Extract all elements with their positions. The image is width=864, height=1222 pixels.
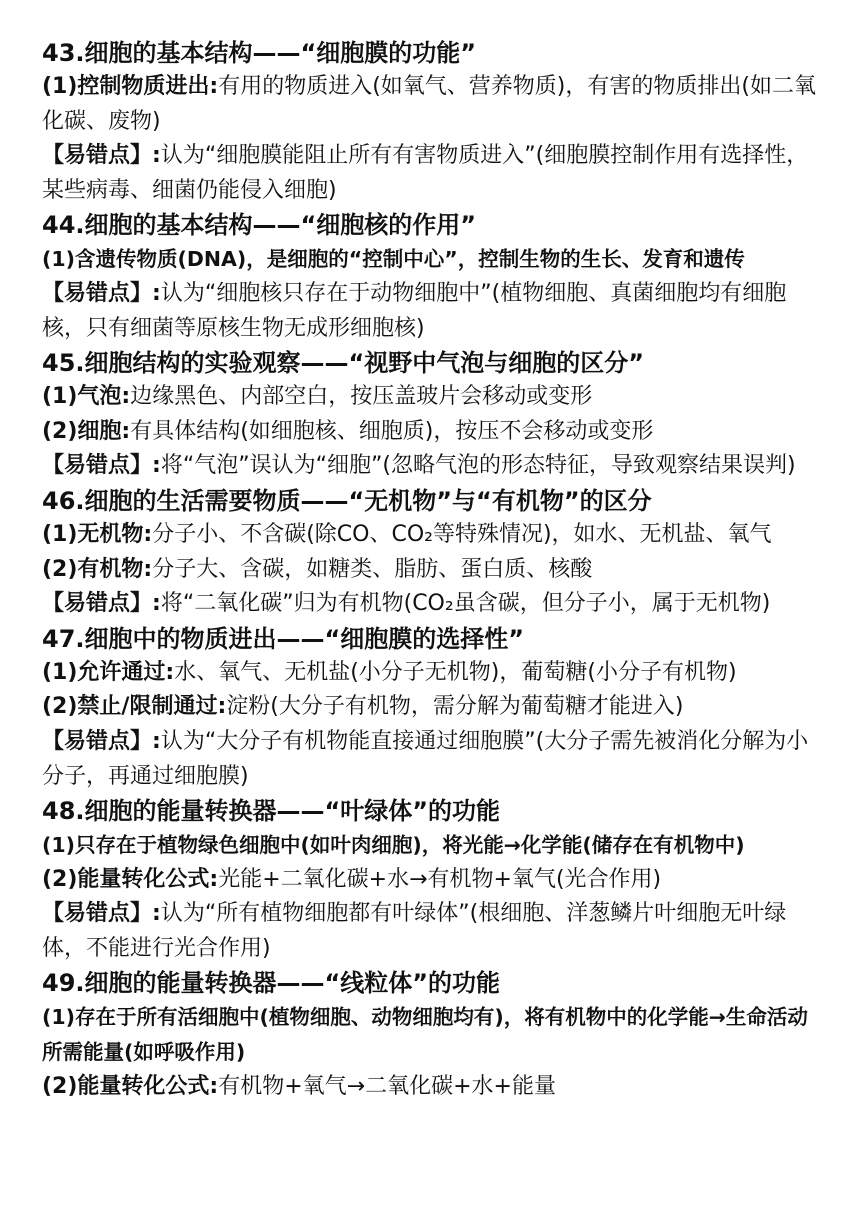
section-45 [42,346,824,484]
item-text: 分子大、含碳，如糖类、脂肪、蛋白质、核酸 [152,556,593,582]
item-text: 有用的物质进入(如氧气、营养物质)，有害的物质排出(如二氧化碳、废物) [42,74,816,134]
section-43 [42,36,824,208]
section-49 [42,966,824,1104]
content-line [42,1070,824,1105]
error-point-line [42,725,824,794]
content-line [42,518,824,553]
item-text: 将“二氧化碳”归为有机物(CO₂虽含碳，但分子小，属于无机物) [160,591,771,617]
content-line [42,242,824,277]
content-line [42,70,824,139]
error-point-line [42,277,824,346]
item-label: 【易错点】: [42,453,161,479]
item-text: 水、氧气、无机盐(小分子无机物)，葡萄糖(小分子有机物) [174,659,737,685]
item-label: (1)只存在于植物绿色细胞中(如叶肉细胞)，将光能→化学能(储存在有机物中) [42,833,745,858]
content-line [42,656,824,691]
section-title: 49.细胞的能量转换器——“线粒体”的功能 [42,969,501,998]
item-text: 有机物+氧气→二氧化碳+水+能量 [218,1073,556,1099]
item-label: (2)有机物: [42,556,153,582]
item-label: 【易错点】: [42,728,161,754]
item-label: (1)含遗传物质(DNA)，是细胞的“控制中心”，控制生物的生长、发育和遗传 [42,247,745,272]
item-label: (1)允许通过: [42,659,175,685]
content-line [42,828,824,863]
item-text: 认为“大分子有机物能直接通过细胞膜”(大分子需先被消化分解为小分子，再通过细胞膜) [42,728,809,789]
item-label: (1)控制物质进出: [42,74,219,99]
item-text: 认为“细胞膜能阻止所有有害物质进入”(细胞膜控制作用有选择性，某些病毒、细菌仍能侵入细胞) [42,143,809,203]
item-label: 【易错点】: [42,280,161,306]
item-label: (2)细胞: [42,418,131,444]
section-title: 43.细胞的基本结构——“细胞膜的功能” [42,39,477,67]
item-text: 淀粉(大分子有机物，需分解为葡萄糖才能进入) [226,694,684,720]
item-label: (1)气泡: [42,384,131,410]
error-point-line [42,587,824,622]
section-title: 47.细胞中的物质进出——“细胞膜的选择性” [42,624,525,653]
document-body [42,36,824,1104]
item-text: 光能+二氧化碳+水→有机物+氧气(光合作用) [218,866,662,892]
section-title: 48.细胞的能量转换器——“叶绿体”的功能 [42,797,501,826]
content-line [42,863,824,898]
item-label: (1)存在于所有活细胞中(植物细胞、动物细胞均有)，将有机物中的化学能→生命活动所需能量(如呼吸作用) [42,1005,808,1065]
item-text: 有具体结构(如细胞核、细胞质)，按压不会移动或变形 [130,418,654,444]
item-label: (2)能量转化公式: [42,1073,219,1099]
section-title: 45.细胞结构的实验观察——“视野中气泡与细胞的区分” [42,349,645,378]
item-text: 认为“所有植物细胞都有叶绿体”(根细胞、洋葱鳞片叶细胞无叶绿体，不能进行光合作用) [42,901,787,961]
content-line [42,380,824,415]
item-text: 将“气泡”误认为“细胞”(忽略气泡的形态特征，导致观察结果误判) [160,453,796,479]
content-line [42,553,824,588]
section-title: 44.细胞的基本结构——“细胞核的作用” [42,211,477,240]
section-47 [42,622,824,794]
content-line [42,1000,824,1069]
section-title: 46.细胞的生活需要物质——“无机物”与“有机物”的区分 [42,486,652,515]
item-label: 【易错点】: [42,901,161,927]
section-48 [42,794,824,966]
content-line [42,690,824,725]
error-point-line [42,139,824,208]
error-point-line [42,897,824,966]
item-text: 边缘黑色、内部空白，按压盖玻片会移动或变形 [130,384,593,410]
item-text: 分子小、不含碳(除CO、CO₂等特殊情况)，如水、无机盐、氧气 [152,521,772,547]
item-label: (2)能量转化公式: [42,866,219,892]
section-44 [42,208,824,346]
item-text: 认为“细胞核只存在于动物细胞中”(植物细胞、真菌细胞均有细胞核，只有细菌等原核生物无成形细胞核) [42,280,787,341]
item-label: (1)无机物: [42,521,153,547]
item-label: 【易错点】: [42,143,161,169]
section-46 [42,484,824,622]
item-label: 【易错点】: [42,591,161,617]
error-point-line [42,449,824,484]
item-label: (2)禁止/限制通过: [42,694,227,720]
content-line [42,415,824,450]
